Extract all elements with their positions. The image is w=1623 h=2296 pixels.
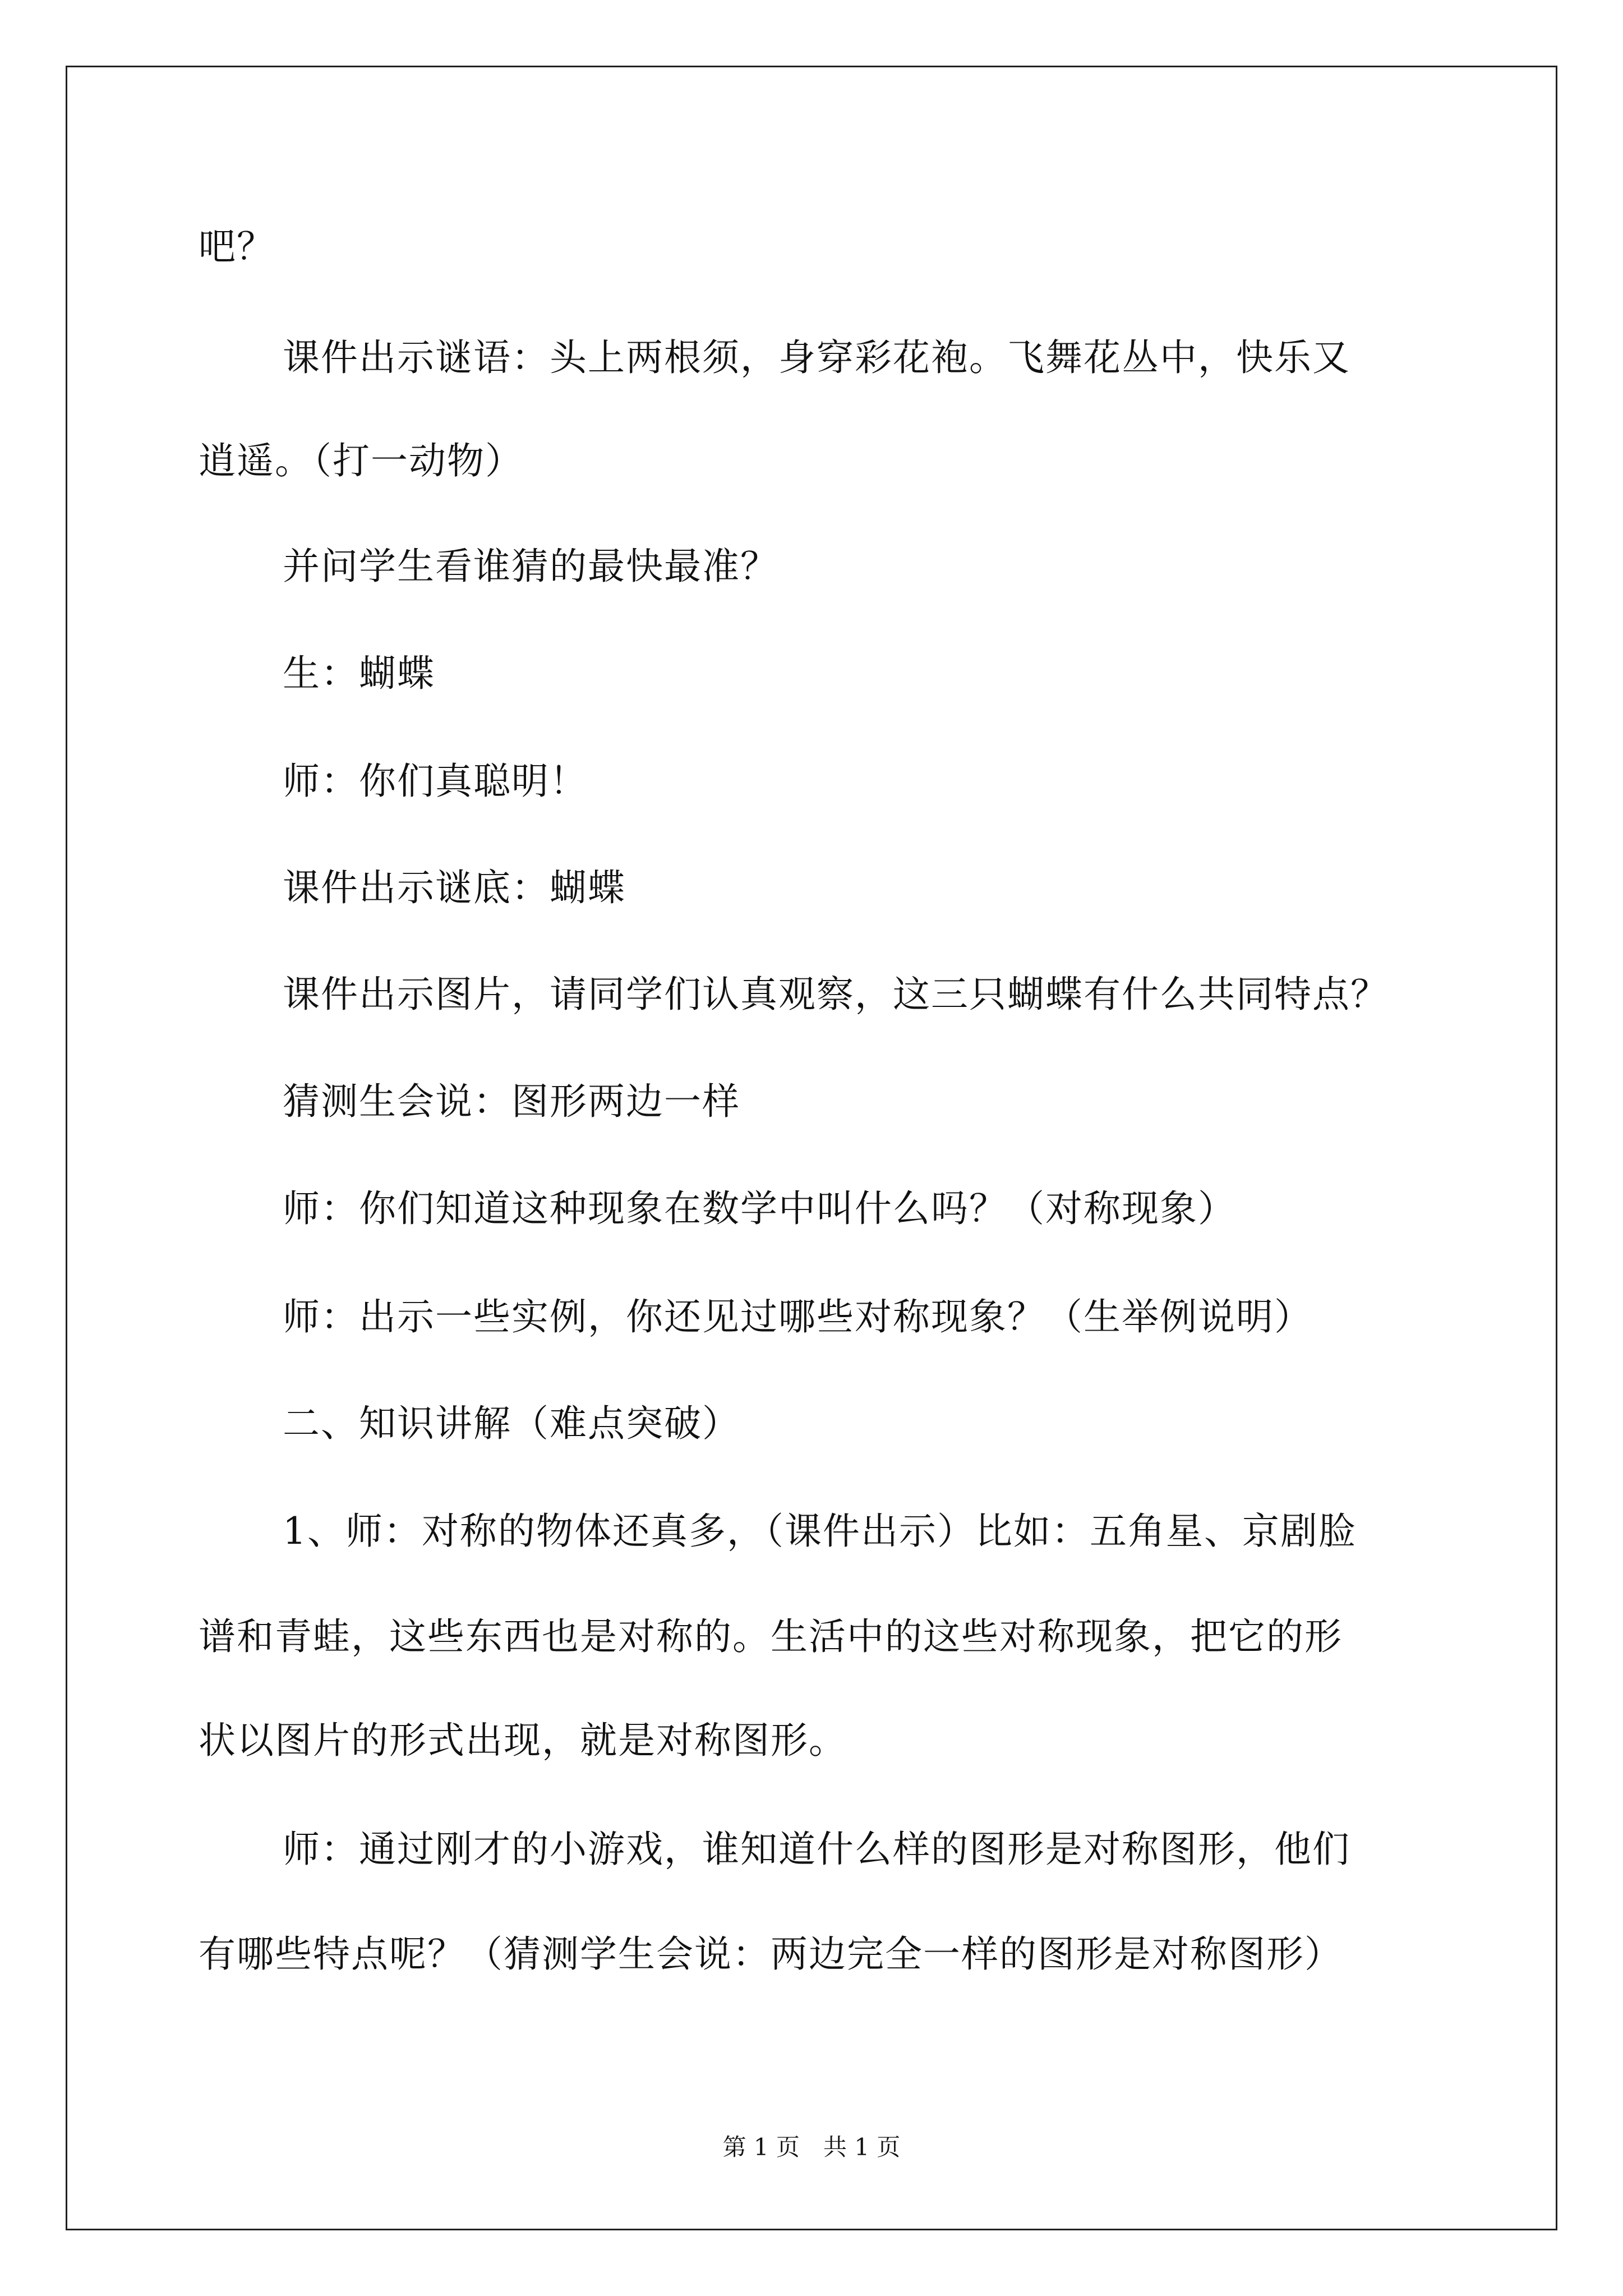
paragraph-line: 并问学生看谁猜的最快最准？ [283, 545, 778, 588]
paragraph-line: 1、师：对称的物体还真多，（课件出示）比如：五角星、京剧脸 [283, 1510, 1357, 1553]
paragraph-line: 师：通过刚才的小游戏，谁知道什么样的图形是对称图形，他们 [283, 1828, 1350, 1871]
paragraph-line: 生：蝴蝶 [283, 652, 435, 695]
paragraph-line: 课件出示谜底：蝴蝶 [283, 866, 626, 909]
section-heading: 二、知识讲解（难点突破） [283, 1402, 740, 1445]
page-border [66, 66, 1557, 2230]
paragraph-line: 状以图片的形式出现，就是对称图形。 [199, 1719, 847, 1762]
paragraph-line: 课件出示谜语：头上两根须，身穿彩花袍。飞舞花丛中，快乐又 [283, 336, 1350, 379]
paragraph-line: 猜测生会说：图形两边一样 [283, 1080, 740, 1123]
paragraph-line: 有哪些特点呢？（猜测学生会说：两边完全一样的图形是对称图形） [199, 1932, 1343, 1976]
paragraph-line: 课件出示图片，请同学们认真观察，这三只蝴蝶有什么共同特点？ [283, 973, 1389, 1016]
paragraph-line: 逍遥。（打一动物） [199, 439, 523, 482]
page-footer: 第 1 页 共 1 页 [722, 2133, 901, 2161]
paragraph-line: 谱和青蛙，这些东西也是对称的。生活中的这些对称现象，把它的形 [199, 1615, 1343, 1658]
paragraph-line: 师：出示一些实例，你还见过哪些对称现象？（生举例说明） [283, 1295, 1312, 1338]
paragraph-line: 师：你们知道这种现象在数学中叫什么吗？（对称现象） [283, 1187, 1236, 1230]
paragraph-line: 师：你们真聪明！ [283, 760, 588, 803]
paragraph-line: 吧？ [199, 225, 275, 268]
